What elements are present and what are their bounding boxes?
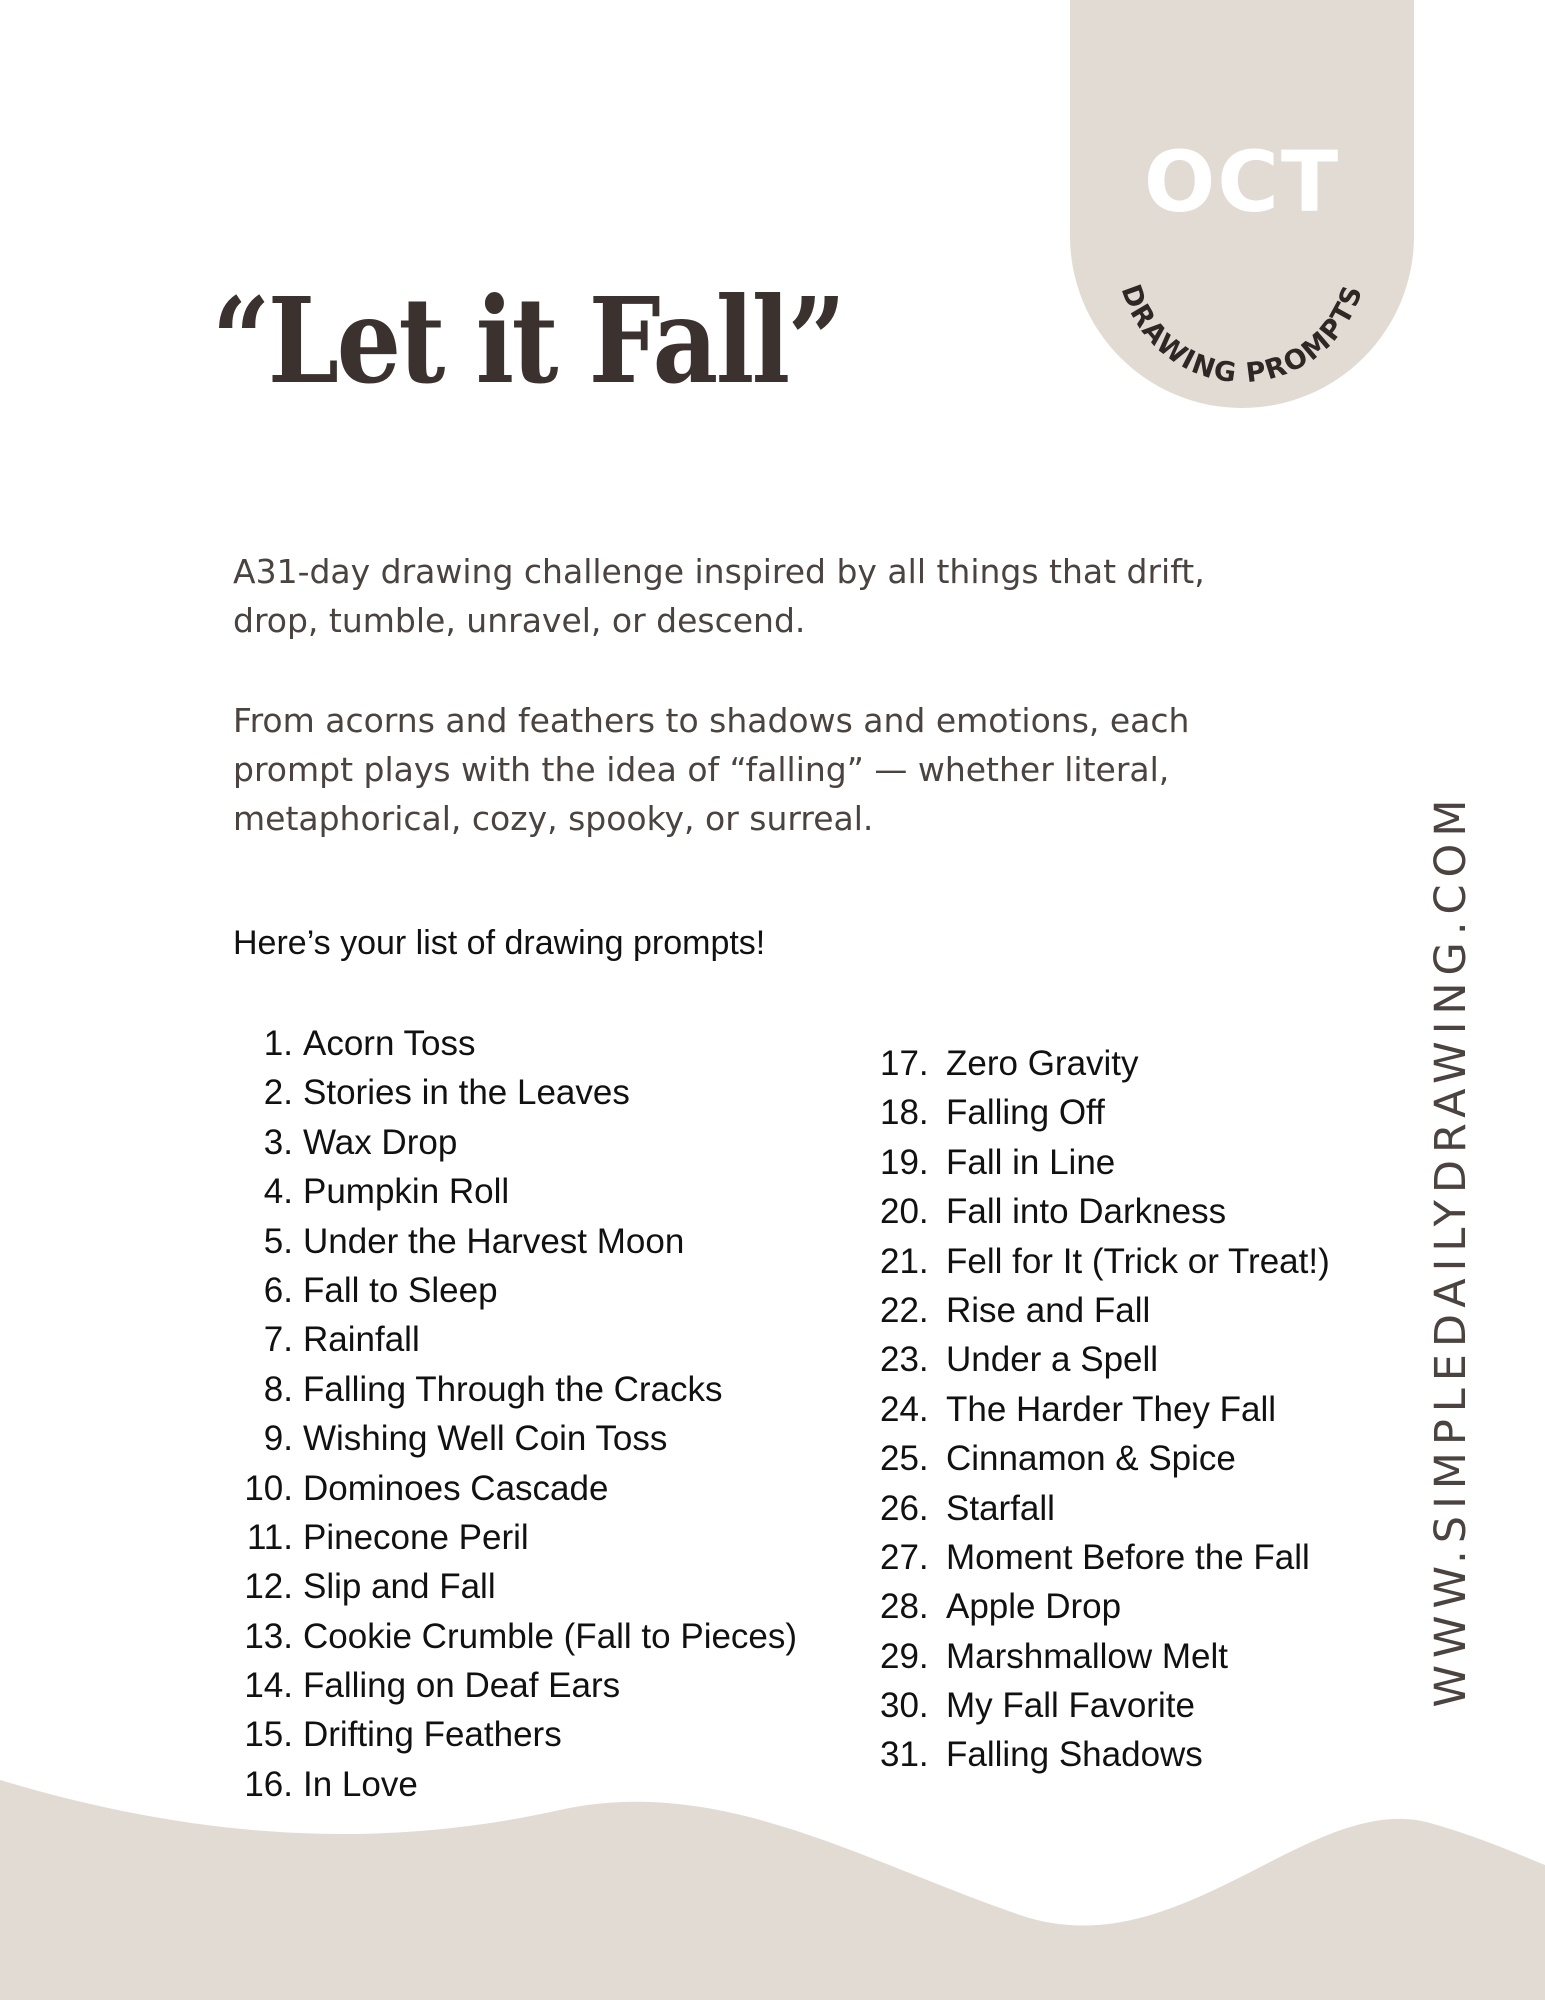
item-text: Zero Gravity (946, 1044, 1139, 1083)
item-number: 5. (263, 1221, 293, 1261)
item-text: Fall to Sleep (303, 1270, 498, 1310)
month-label: OCT (1143, 133, 1341, 231)
item-number: 6. (263, 1270, 293, 1310)
item-text: Falling Shadows (946, 1735, 1203, 1775)
item-number: 29. (880, 1636, 929, 1676)
item-text: Stories in the Leaves (303, 1073, 630, 1113)
item-text: Moment Before the Fall (946, 1537, 1310, 1577)
item-text: Cookie Crumble (Fall to Pieces) (303, 1616, 798, 1656)
list-item (880, 1484, 1330, 1533)
list-item (230, 1068, 797, 1117)
item-number: 10. (244, 1468, 293, 1508)
page-title: “Let it Fall” (212, 271, 844, 410)
item-number: 20. (880, 1192, 929, 1232)
item-number: 16. (244, 1764, 293, 1804)
item-text: Apple Drop (946, 1587, 1122, 1627)
list-item (880, 1138, 1330, 1187)
item-text: Falling Through the Cracks (303, 1369, 723, 1409)
intro-paragraph-1: A31-day drawing challenge inspired by all things that drift, drop, tumble, unravel, or descend. (233, 552, 1205, 640)
list-item (880, 1434, 1330, 1483)
item-text: Slip and Fall (303, 1567, 496, 1607)
item-number: 15. (244, 1715, 293, 1755)
list-item (230, 1414, 797, 1463)
item-number: 24. (880, 1389, 929, 1429)
item-number: 30. (880, 1686, 929, 1726)
list-item (880, 1730, 1330, 1779)
month-badge (1070, 0, 1414, 408)
list-item (880, 1632, 1330, 1681)
item-number: 12. (244, 1567, 293, 1607)
item-number: 18. (880, 1093, 929, 1133)
badge-subtitle: DRAWING PROMPTS (1114, 280, 1370, 390)
item-number: 21. (880, 1241, 929, 1281)
item-number: 28. (880, 1587, 929, 1627)
item-text: Starfall (946, 1488, 1055, 1528)
list-item (230, 1464, 797, 1513)
list-item (230, 1710, 797, 1759)
item-number: 3. (263, 1122, 293, 1162)
list-item (880, 1681, 1330, 1730)
item-number: 1. (263, 1024, 293, 1063)
list-item (880, 1237, 1330, 1286)
item-number: 14. (244, 1666, 293, 1706)
item-text: Dominoes Cascade (303, 1468, 609, 1508)
list-item (880, 1286, 1330, 1335)
item-number: 2. (263, 1073, 293, 1113)
list-item (230, 1562, 797, 1611)
item-text: Wax Drop (303, 1122, 458, 1162)
item-number: 7. (263, 1320, 293, 1360)
item-text: Under the Harvest Moon (303, 1221, 685, 1261)
item-text: Under a Spell (946, 1340, 1159, 1380)
item-number: 11. (246, 1517, 293, 1557)
list-item (230, 1661, 797, 1710)
item-text: Acorn Toss (303, 1024, 476, 1063)
item-text: Fall into Darkness (946, 1192, 1227, 1232)
intro-paragraph-2: From acorns and feathers to shadows and emotions, each prompt plays with the idea of “falling” — whether literal, metaphorical, cozy, spooky, or surreal. (233, 701, 1190, 838)
item-number: 13. (244, 1616, 293, 1656)
item-number: 4. (263, 1172, 293, 1212)
list-item (880, 1533, 1330, 1582)
list-item (880, 1039, 1330, 1088)
item-number: 19. (880, 1142, 929, 1182)
svg-text:DRAWING PROMPTS (1115, 281, 1370, 390)
list-item (880, 1335, 1330, 1384)
item-text: My Fall Favorite (946, 1686, 1195, 1726)
list-item (230, 1513, 797, 1562)
item-number: 31. (880, 1735, 929, 1775)
badge-arc-text (1070, 0, 1414, 408)
item-number: 25. (880, 1439, 929, 1479)
item-text: Fall in Line (946, 1142, 1116, 1182)
item-text: The Harder They Fall (946, 1389, 1277, 1429)
list-item (230, 1217, 797, 1266)
bottom-wave-decoration (0, 1780, 1545, 2000)
item-text: Pumpkin Roll (303, 1172, 510, 1212)
item-number: 9. (263, 1419, 293, 1459)
list-item (230, 1019, 797, 1068)
prompt-list-right (880, 1039, 1330, 1780)
list-item (230, 1118, 797, 1167)
item-text: Falling Off (946, 1093, 1105, 1133)
item-text: Pinecone Peril (303, 1517, 529, 1557)
list-item (880, 1187, 1330, 1236)
item-text: Fell for It (Trick or Treat!) (946, 1241, 1330, 1281)
list-item (230, 1612, 797, 1661)
item-number: 26. (880, 1488, 929, 1528)
item-text: Cinnamon & Spice (946, 1439, 1236, 1479)
list-item (880, 1582, 1330, 1631)
list-item (880, 1385, 1330, 1434)
list-heading: Here’s your list of drawing prompts! (233, 924, 766, 962)
list-item (230, 1315, 797, 1364)
item-text: Rainfall (303, 1320, 420, 1360)
item-number: 23. (880, 1340, 929, 1380)
item-number: 17. (880, 1044, 929, 1083)
item-number: 22. (880, 1290, 929, 1330)
item-number: 8. (263, 1369, 293, 1409)
list-item (880, 1088, 1330, 1137)
item-text: In Love (303, 1764, 418, 1804)
website-url: WWW.SIMPLEDAILYDRAWING.COM (1426, 792, 1476, 1708)
item-text: Rise and Fall (946, 1290, 1151, 1330)
list-item (230, 1365, 797, 1414)
item-text: Marshmallow Melt (946, 1636, 1228, 1676)
list-item (230, 1266, 797, 1315)
item-number: 27. (880, 1537, 929, 1577)
item-text: Wishing Well Coin Toss (303, 1419, 668, 1459)
item-text: Drifting Feathers (303, 1715, 562, 1755)
prompt-list-left (230, 1019, 797, 1809)
item-text: Falling on Deaf Ears (303, 1666, 621, 1706)
list-item (230, 1167, 797, 1216)
